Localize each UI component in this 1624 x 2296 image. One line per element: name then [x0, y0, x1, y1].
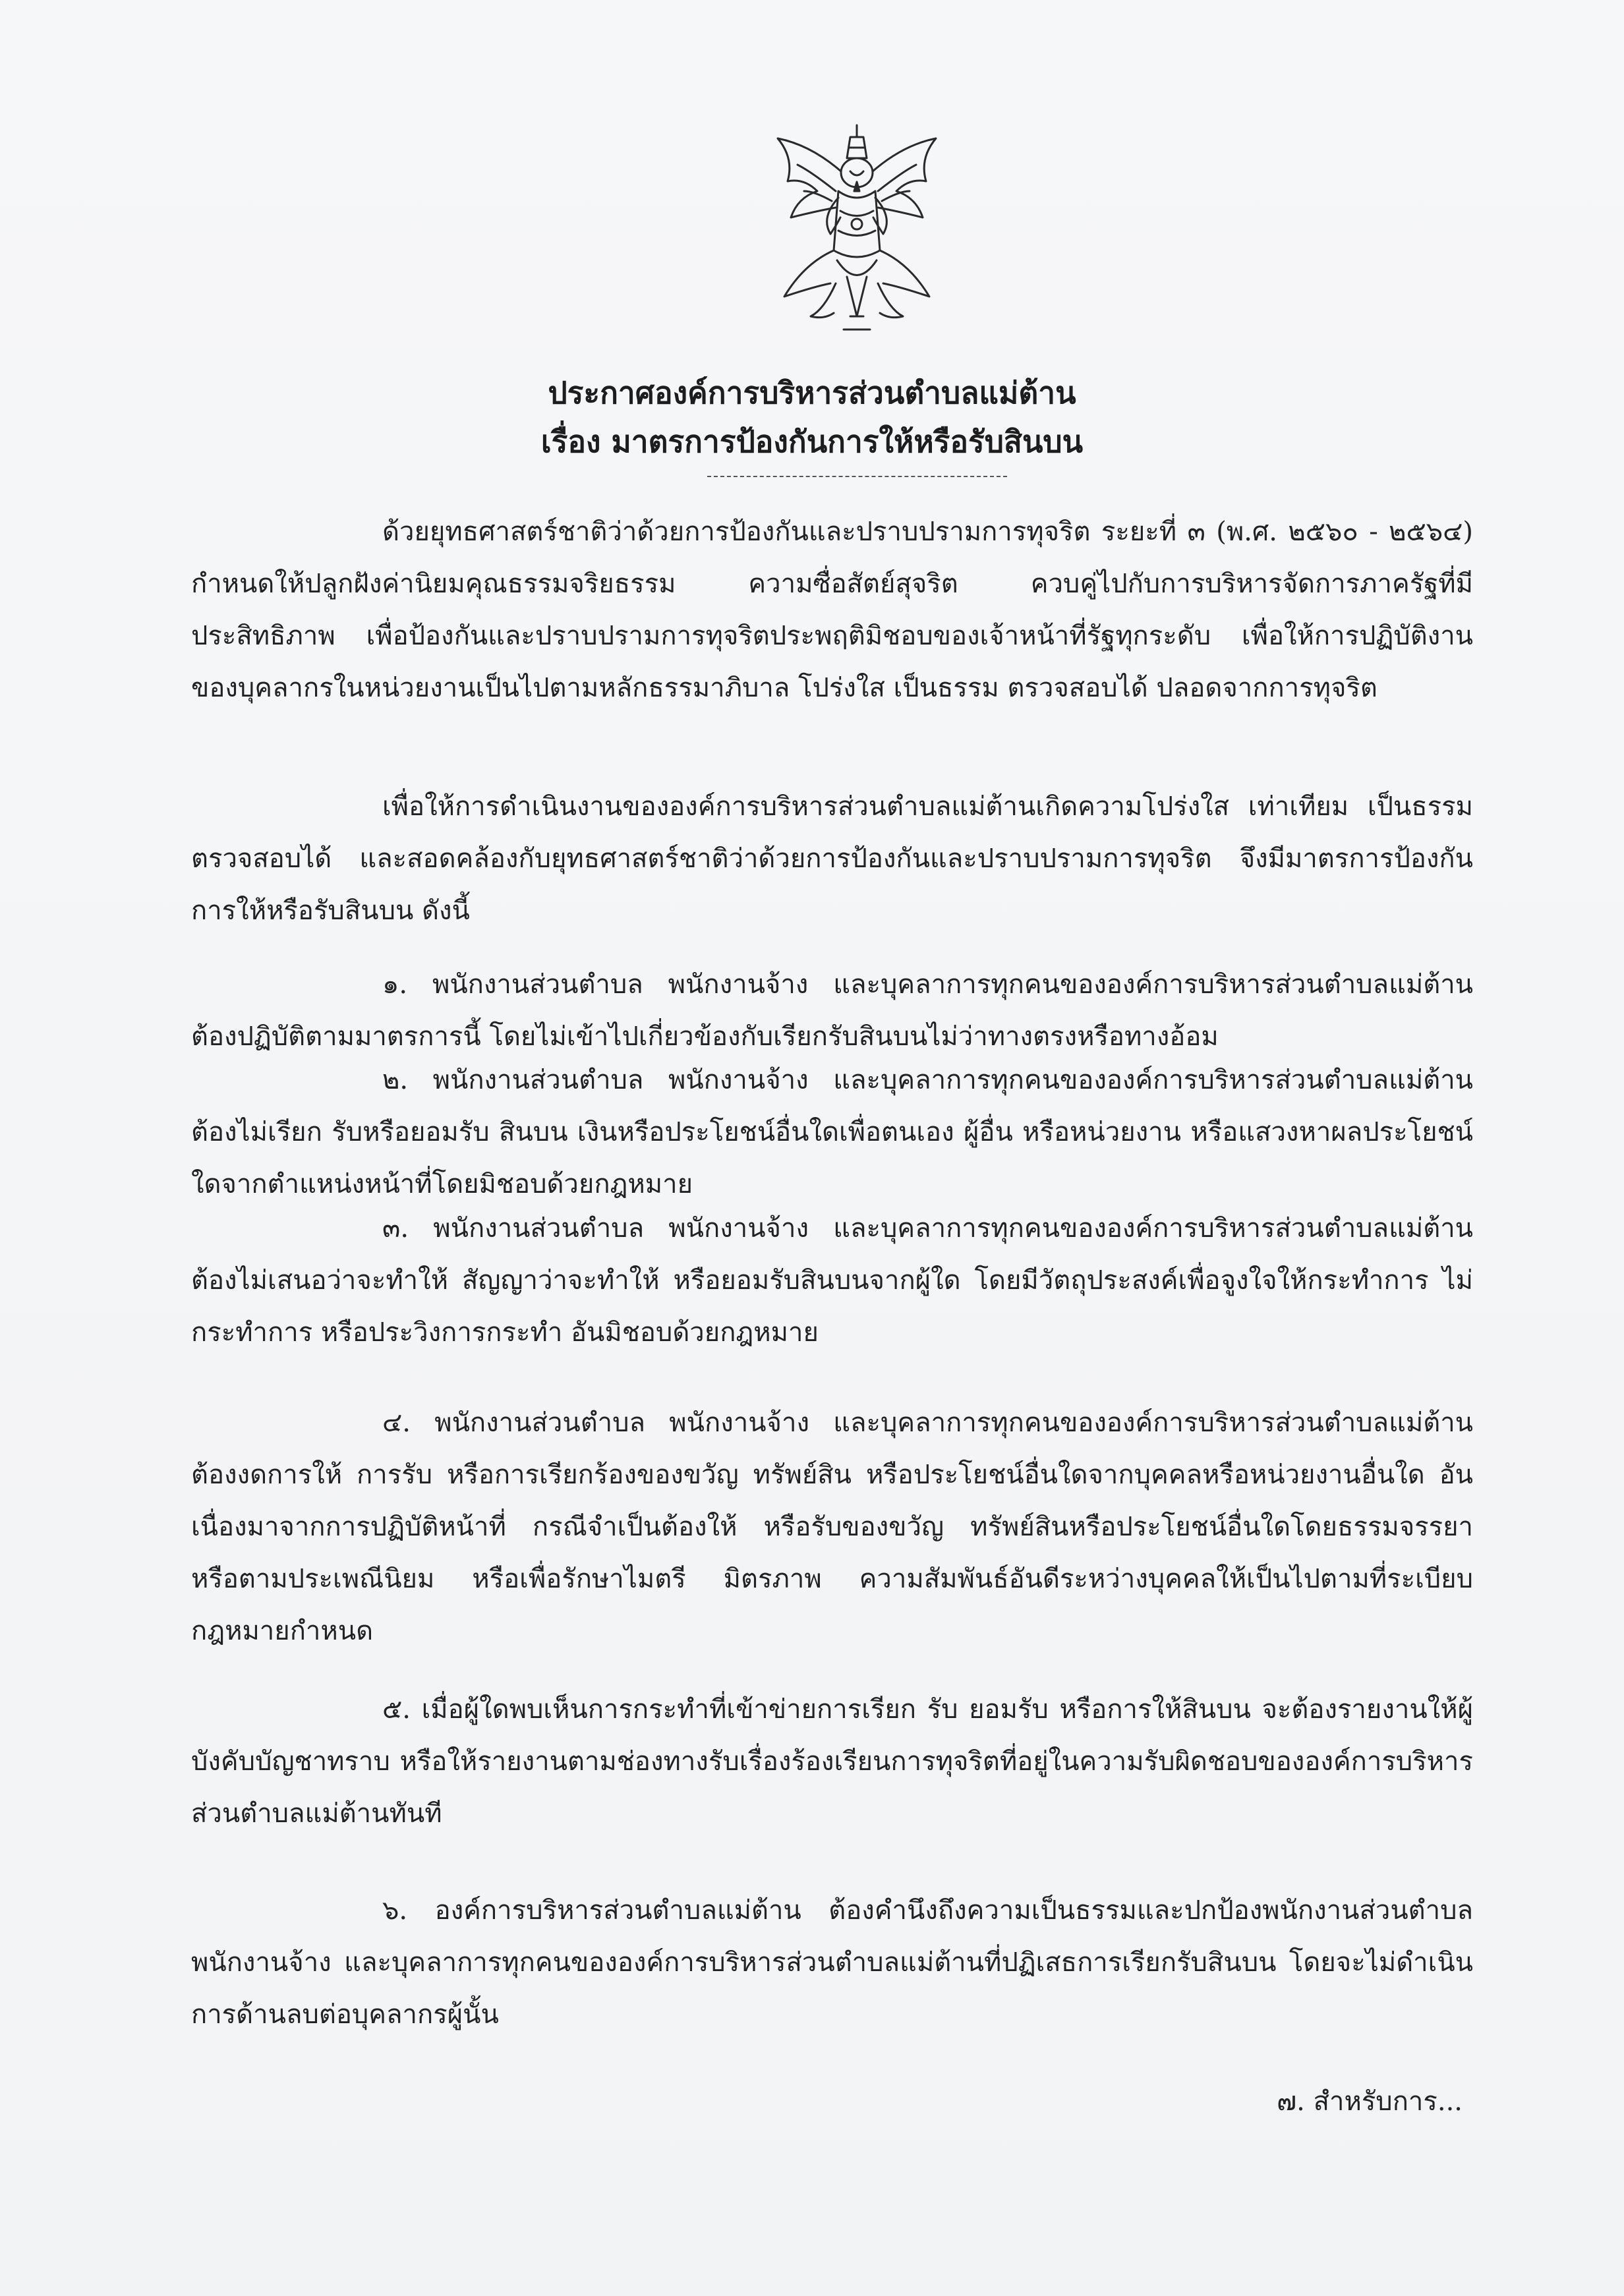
paragraph-text: ๓. พนักงานส่วนตำบล พนักงานจ้าง และบุคลาการทุกคนขององค์การบริหารส่วนตำบลแม่ต้าน ต้องไม่เสนอว่าจะทำให้ สัญญาว่าจะทำให้ หรือยอมรับสินบนจากผู้ใด โดยมีวัตถุประสงค์เพื่อจูงใจให้กระทำการ ไม่กระทำการ หรือประวิงการกระทำ อันมิชอบด้วยกฎหมาย — [191, 1213, 1473, 1348]
purpose-paragraph — [191, 781, 1473, 937]
paragraph-text: ๕. เมื่อผู้ใดพบเห็นการกระทำที่เข้าข่ายการเรียก รับ ยอมรับ หรือการให้สินบน จะต้องรายงานให้ผู้บังคับบัญชาทราบ หรือให้รายงานตามช่องทางรับเรื่องร้องเรียนการทุจริตที่อยู่ในความรับผิดชอบขององค์การบริหารส่วนตำบลแม่ต้านทันที — [191, 1694, 1473, 1829]
paragraph-text: เพื่อให้การดำเนินงานขององค์การบริหารส่วนตำบลแม่ต้านเกิดความโปร่งใส เท่าเทียม เป็นธรรม ตรวจสอบได้ และสอดคล้องกับยุทธศาสตร์ชาติว่าด้วยการป้องกันและปราบปรามการทุจริต จึงมีมาตรการป้องกันการให้หรือรับสินบน ดังนี้ — [191, 791, 1473, 926]
measure-item-3 — [191, 1203, 1473, 1359]
page-continuation: ๗. สำหรับการ... — [1277, 2086, 1463, 2117]
announcement-subject: เรื่อง มาตรการป้องกันการให้หรือรับสินบน — [540, 424, 1084, 459]
measure-item-4 — [191, 1397, 1473, 1657]
garuda-emblem-icon — [758, 119, 956, 336]
measure-item-5 — [191, 1684, 1473, 1840]
paragraph-text: ๑. พนักงานส่วนตำบล พนักงานจ้าง และบุคลาการทุกคนขององค์การบริหารส่วนตำบลแม่ต้าน ต้องปฏิบัติตามมาตรการนี้ โดยไม่เข้าไปเกี่ยวข้องกับเรียกรับสินบนไม่ว่าทางตรงหรือทางอ้อม — [191, 969, 1473, 1052]
measure-item-6 — [191, 1885, 1473, 2041]
paragraph-text: ๖. องค์การบริหารส่วนตำบลแม่ต้าน ต้องคำนึงถึงความเป็นธรรมและปกป้องพนักงานส่วนตำบล พนักงานจ้าง และบุคลาการทุกคนขององค์การบริหารส่วนตำบลแม่ต้านที่ปฏิเสธการเรียกรับสินบน โดยจะไม่ดำเนินการด้านลบต่อบุคลากรผู้นั้น — [191, 1895, 1473, 2030]
title-separator — [707, 476, 1007, 477]
measure-item-1 — [191, 959, 1473, 1063]
intro-paragraph — [191, 506, 1473, 714]
announcement-title: ประกาศองค์การบริหารส่วนตำบลแม่ต้าน — [548, 375, 1076, 411]
paragraph-text: ด้วยยุทธศาสตร์ชาติว่าด้วยการป้องกันและปราบปรามการทุจริต ระยะที่ ๓ (พ.ศ. ๒๕๖๐ - ๒๕๖๔) กำหนดให้ปลูกฝังค่านิยมคุณธรรมจริยธรรม ความซื่อสัตย์สุจริต ควบคู่ไปกับการบริหารจัดการภาครัฐที่มีประสิทธิภาพ เพื่อป้องกันและปราบปรามการทุจริตประพฤติมิชอบของเจ้าหน้าที่รัฐทุกระดับ เพื่อให้การปฏิบัติงานของบุคลากรในหน่วยงานเป็นไปตามหลักธรรมาภิบาล โปร่งใส เป็นธรรม ตรวจสอบได้ ปลอดจากการทุจริต — [191, 517, 1473, 703]
paragraph-text: ๔. พนักงานส่วนตำบล พนักงานจ้าง และบุคลาการทุกคนขององค์การบริหารส่วนตำบลแม่ต้าน ต้องงดการให้ การรับ หรือการเรียกร้องของขวัญ ทรัพย์สิน หรือประโยชน์อื่นใดจากบุคคลหรือหน่วยงานอื่นใด อันเนื่องมาจากการปฏิบัติหน้าที่ กรณีจำเป็นต้องให้ หรือรับของขวัญ ทรัพย์สินหรือประโยชน์อื่นใดโดยธรรมจรรยา หรือตามประเพณีนิยม หรือเพื่อรักษาไมตรี มิตรภาพ ความสัมพันธ์อันดีระหว่างบุคคลให้เป็นไปตามที่ระเบียบ กฎหมายกำหนด — [191, 1408, 1473, 1646]
measure-item-2 — [191, 1054, 1473, 1211]
paragraph-text: ๒. พนักงานส่วนตำบล พนักงานจ้าง และบุคลาการทุกคนขององค์การบริหารส่วนตำบลแม่ต้าน ต้องไม่เรียก รับหรือยอมรับ สินบน เงินหรือประโยชน์อื่นใดเพื่อตนเอง ผู้อื่น หรือหน่วยงาน หรือแสวงหาผลประโยชน์ใดจากตำแหน่งหน้าที่โดยมิชอบด้วยกฎหมาย — [191, 1065, 1473, 1199]
